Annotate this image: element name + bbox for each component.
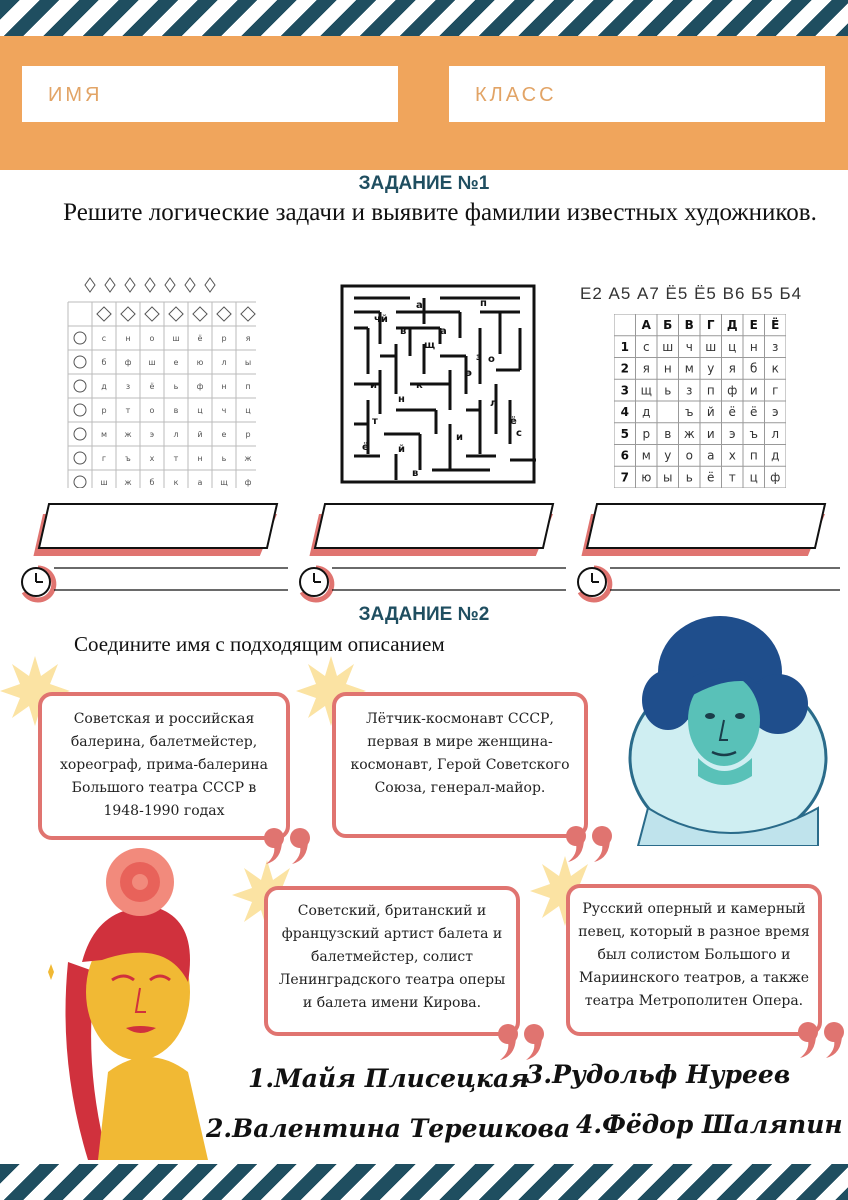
cipher-cell: р <box>642 426 651 441</box>
cipher-letter: ф <box>124 358 132 367</box>
description-card-1-text: Советская и российская балерина, балетмейстер, хореограф, прима-балерина Большого театра СССР в 1948-1990 годах <box>59 711 269 819</box>
cipher-letter: н <box>197 454 203 463</box>
cipher-letter: з <box>125 382 131 391</box>
symbol-glyph <box>97 307 111 321</box>
symbol-glyph <box>74 356 86 368</box>
column-header: Ё <box>771 318 780 332</box>
header-band <box>0 36 848 170</box>
symbol-glyph <box>241 307 255 321</box>
cipher-cell: ц <box>728 339 737 354</box>
column-header: Д <box>726 318 738 332</box>
cipher-letter: щ <box>220 478 228 487</box>
timer-row-1 <box>18 564 288 604</box>
maze-letter: ё <box>510 416 517 427</box>
cipher-letter: р <box>101 406 107 415</box>
timer-row-2 <box>296 564 566 604</box>
ballerina-portrait <box>38 842 218 1160</box>
clock-icon <box>300 568 332 600</box>
description-card-3-text: Советский, британский и французский артист балета и балетмейстер, солист Ленинградского театра оперы и балета имени Кирова. <box>278 903 506 1011</box>
bottom-stripe-border <box>0 1164 848 1200</box>
row-header: 3 <box>620 383 629 398</box>
task2-instruction: Соедините имя с подходящим описанием <box>74 632 445 656</box>
maze-letter: ё <box>362 442 369 453</box>
name-field-label: ИМЯ <box>48 84 103 106</box>
name-option-3[interactable]: 3.Рудольф Нуреев <box>526 1060 791 1089</box>
cipher-cell: б <box>750 361 758 376</box>
cipher-letter: ъ <box>125 454 131 463</box>
clock-icon <box>578 568 610 600</box>
maze-letter: л <box>490 398 498 409</box>
cipher-letter: ё <box>197 334 203 343</box>
cipher-cell: ё <box>728 405 736 419</box>
cipher-cell: щ <box>640 383 652 398</box>
cipher-letter: ё <box>149 382 155 391</box>
cipher-cell: н <box>749 339 758 354</box>
maze-letter: а <box>416 300 423 311</box>
cipher-letter: м <box>100 430 108 439</box>
column-header: Е <box>749 318 758 332</box>
cipher-cell: у <box>664 448 672 463</box>
symbol-glyph <box>169 307 183 321</box>
cipher-letter: в <box>173 406 179 415</box>
maze-grid <box>340 284 538 488</box>
name-option-4[interactable]: 4.Фёдор Шаляпин <box>576 1110 843 1139</box>
cipher-letter: ш <box>148 358 156 367</box>
cipher-cell: ь <box>685 470 693 485</box>
class-field[interactable] <box>449 66 825 122</box>
cipher-cell: д <box>642 405 651 419</box>
cipher-letter: ш <box>100 478 108 487</box>
maze-letter: в <box>412 468 419 479</box>
cipher-cell: з <box>686 383 693 398</box>
coordinate-code: Е2 А5 А7 Ё5 Ё5 В6 Б5 Б4 <box>580 284 803 303</box>
maze-letter: с <box>516 428 522 439</box>
cipher-cell: э <box>728 426 736 441</box>
description-card-4-text: Русский оперный и камерный певец, который в разное время был солистом Большого и Мариинского театров, а также театра Метрополитен Опера. <box>578 901 810 1009</box>
symbol-glyph <box>145 307 159 321</box>
cipher-cell: з <box>772 339 779 354</box>
symbol-cipher-grid <box>66 272 256 488</box>
maze-letter: й <box>398 444 406 455</box>
cipher-letter: ч <box>221 406 227 415</box>
description-card-1[interactable] <box>38 692 290 840</box>
cipher-cell: п <box>749 448 758 463</box>
cipher-cell: х <box>728 448 736 463</box>
answer-box-2[interactable] <box>307 502 557 556</box>
class-field-label: КЛАСС <box>475 84 557 106</box>
clock-icon <box>22 568 54 600</box>
cipher-letter: е <box>173 358 179 367</box>
cipher-cell: я <box>728 361 736 376</box>
column-header: Б <box>663 318 673 332</box>
cipher-letter: т <box>173 454 179 463</box>
quote-icon <box>496 1022 548 1062</box>
cipher-cell: ф <box>727 383 738 398</box>
cipher-cell: ц <box>749 470 758 485</box>
description-card-2[interactable] <box>332 692 588 838</box>
cipher-cell: ш <box>662 339 674 354</box>
cipher-letter: ц <box>245 406 251 415</box>
cipher-cell: д <box>771 448 780 463</box>
cipher-cell: ю <box>641 470 652 485</box>
name-field[interactable] <box>22 66 398 122</box>
maze-letter: и <box>370 380 378 391</box>
cosmonaut-portrait <box>628 608 830 846</box>
cipher-letter: н <box>221 382 227 391</box>
maze-letter: а <box>440 326 447 337</box>
cipher-cell: ё <box>750 405 758 419</box>
row-header: 5 <box>620 426 629 441</box>
maze-letter: э <box>466 368 472 379</box>
cipher-letter: ж <box>124 478 132 487</box>
maze-letter: и <box>456 432 464 443</box>
row-header: 2 <box>620 361 629 376</box>
row-header: 6 <box>620 448 629 463</box>
cipher-cell: м <box>684 361 694 376</box>
cipher-cell: ж <box>683 426 695 441</box>
symbol-glyph <box>74 476 86 488</box>
cipher-letter: г <box>101 454 107 463</box>
coordinate-cipher-puzzle <box>614 314 786 488</box>
maze-letter: з <box>476 352 482 363</box>
symbol-key-row <box>85 278 215 292</box>
column-header: А <box>641 318 651 332</box>
cipher-cell: и <box>706 426 715 441</box>
cipher-letter: р <box>221 334 227 343</box>
cipher-cell: г <box>772 383 779 398</box>
maze-letter: т <box>372 416 378 427</box>
cipher-cell: л <box>771 426 780 441</box>
cipher-letter: д <box>101 382 107 391</box>
name-option-1[interactable]: 1.Майя Плисецкая <box>248 1064 530 1093</box>
task1-title: ЗАДАНИЕ №1 <box>358 173 490 194</box>
cipher-cell: ь <box>664 383 672 398</box>
cipher-letter: п <box>245 382 251 391</box>
cipher-letter: б <box>149 478 155 487</box>
cipher-letter: о <box>149 406 155 415</box>
quote-icon <box>564 824 616 864</box>
maze-letter: о <box>488 354 495 365</box>
task2-title: ЗАДАНИЕ №2 <box>358 604 490 625</box>
answer-box-1[interactable] <box>31 502 281 556</box>
cipher-cell: в <box>664 426 672 441</box>
cipher-letter: о <box>149 334 155 343</box>
maze-letter: в <box>400 326 407 337</box>
symbol-glyph <box>121 307 135 321</box>
cipher-cell: ъ <box>749 426 758 441</box>
cipher-letter: э <box>149 430 155 439</box>
cipher-cell: я <box>642 361 650 376</box>
cipher-letter: к <box>173 478 179 487</box>
column-header: Г <box>706 318 715 332</box>
cipher-letter: р <box>245 430 251 439</box>
answer-box-1-shape <box>31 502 281 556</box>
cipher-cell: у <box>707 361 715 376</box>
task1-instruction: Решите логические задачи и выявите фамилии известных художников. <box>63 199 817 226</box>
cipher-cell: п <box>706 383 715 398</box>
cipher-cell: т <box>728 470 736 485</box>
row-header: 7 <box>620 470 629 485</box>
symbol-glyph <box>217 307 231 321</box>
timer-row-3 <box>574 564 844 604</box>
quote-icon <box>262 826 314 866</box>
cipher-letter: х <box>149 454 155 463</box>
cipher-letter: т <box>125 406 131 415</box>
answer-box-2-shape <box>307 502 557 556</box>
cipher-cell: ё <box>707 470 715 485</box>
cipher-letter: ц <box>197 406 203 415</box>
cipher-letter: а <box>197 478 203 487</box>
maze-letter: к <box>416 380 423 391</box>
cipher-letter: л <box>221 358 227 367</box>
row-header: 4 <box>620 405 629 419</box>
cipher-letter: я <box>245 334 251 343</box>
maze-letter: щ <box>424 340 436 351</box>
letter-maze-puzzle <box>340 284 538 488</box>
symbol-glyph <box>74 380 86 392</box>
maze-letter: чй <box>374 314 388 325</box>
cipher-letter: ф <box>244 478 252 487</box>
quote-icon <box>796 1020 848 1060</box>
cipher-cell: н <box>663 361 672 376</box>
cipher-cell: о <box>685 448 693 463</box>
symbol-glyph <box>193 307 207 321</box>
cipher-cell: э <box>771 405 779 419</box>
row-header: 1 <box>620 339 629 354</box>
maze-letter: н <box>398 394 405 405</box>
cipher-cell: с <box>642 339 650 354</box>
coordinate-cipher-grid <box>614 314 786 488</box>
top-stripe-border <box>0 0 848 36</box>
cipher-letter: ы <box>244 358 252 367</box>
cipher-letter: ж <box>244 454 252 463</box>
cipher-letter: й <box>197 430 203 439</box>
cipher-cell: к <box>771 361 779 376</box>
cipher-letter: л <box>173 430 179 439</box>
cipher-letter: ф <box>196 382 204 391</box>
cipher-cell: м <box>641 448 651 463</box>
cipher-cell: ъ <box>685 405 694 419</box>
column-header: В <box>684 318 694 332</box>
symbol-cipher-puzzle <box>66 272 256 488</box>
description-card-3[interactable] <box>264 886 520 1036</box>
symbol-glyph <box>74 332 86 344</box>
cipher-letter: н <box>125 334 131 343</box>
name-option-2[interactable]: 2.Валентина Терешкова <box>206 1114 571 1143</box>
cipher-cell: й <box>706 405 715 419</box>
cipher-cell: ф <box>770 470 781 485</box>
symbol-glyph <box>74 452 86 464</box>
cipher-cell: а <box>707 448 715 463</box>
description-card-4[interactable] <box>566 884 822 1036</box>
description-card-2-text: Лётчик-космонавт СССР, первая в мире женщина-космонавт, Герой Советского Союза, генерал-майор. <box>350 711 570 796</box>
answer-box-3[interactable] <box>579 502 829 556</box>
cipher-cell: ш <box>705 339 717 354</box>
cipher-cell: ч <box>685 339 693 354</box>
cipher-letter: ь <box>173 382 179 391</box>
cipher-letter: с <box>101 334 107 343</box>
cipher-cell: ы <box>663 470 673 485</box>
cipher-letter: ь <box>221 454 227 463</box>
maze-letter: п <box>480 298 487 309</box>
cipher-cell: и <box>749 383 758 398</box>
cipher-letter: ж <box>124 430 132 439</box>
answer-box-3-shape <box>579 502 829 556</box>
symbol-glyph <box>74 428 86 440</box>
cipher-letter: ш <box>172 334 180 343</box>
symbol-glyph <box>74 404 86 416</box>
cipher-letter: ю <box>196 358 204 367</box>
cipher-letter: е <box>221 430 227 439</box>
cipher-letter: б <box>101 358 107 367</box>
